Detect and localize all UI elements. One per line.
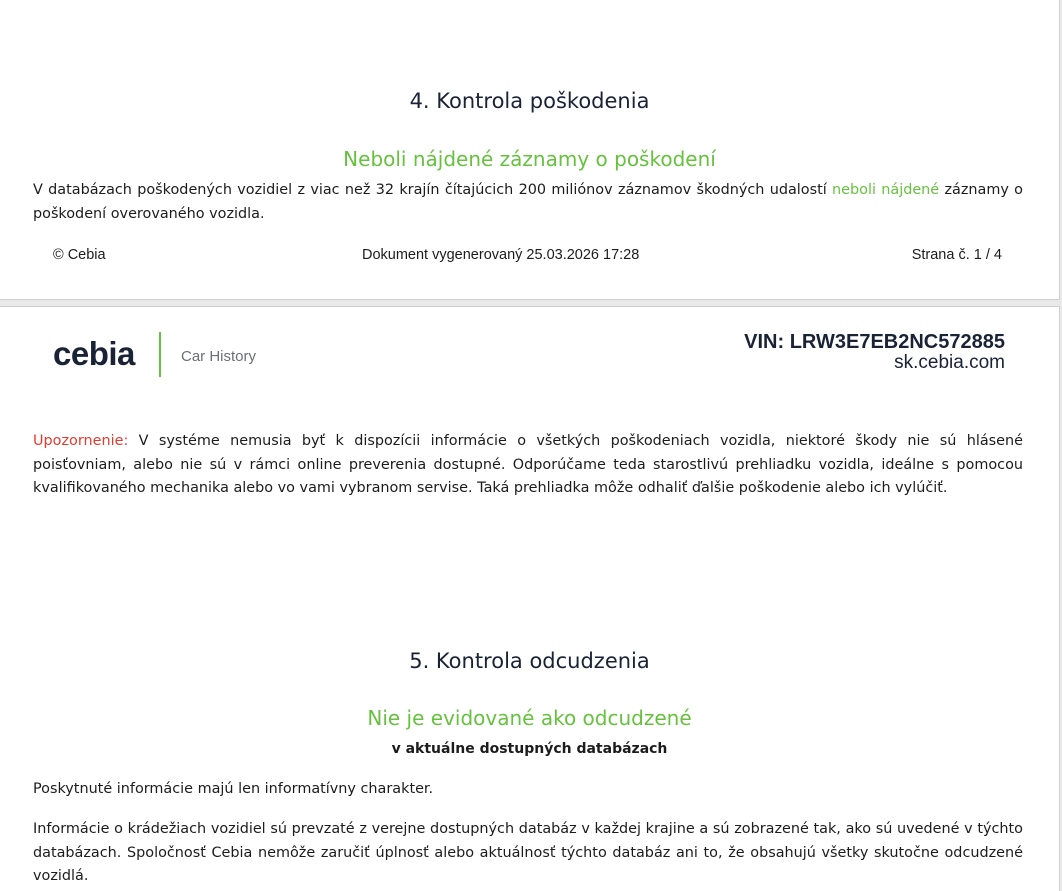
product-name: Car History <box>181 348 257 365</box>
warning-text: V systéme nemusia byť k dispozícii informácie o všetkých poškodeniach vozidla, niektoré škody nie sú hlásené poisťovniam, alebo nie sú v rámci online preverenia dostupné. Odporúčame teda starostlivú prehliadku vozidla, ideálne s pomocou kvalifikovaného mechanika alebo vo vami vybranom servise. Taká prehliadka môže odhaliť ďalšie poškodenie alebo ich vylúčiť. <box>33 433 1023 496</box>
vin-number: VIN: LRW3E7EB2NC572885 <box>744 331 1005 353</box>
theft-result-title: Nie je evidované ako odcudzené <box>367 706 692 730</box>
damage-description <box>33 179 1023 226</box>
cebia-logo: cebia <box>53 335 135 372</box>
warning-notice <box>33 430 1023 501</box>
damage-result-title: Neboli nájdené záznamy o poškodení <box>343 147 716 171</box>
theft-description: Informácie o krádežiach vozidiel sú prevzaté z verejne dostupných databáz v každej krajine a sú zobrazené tak, ako sú uvedené v týchto databázach. Spoločnosť Cebia nemôže zaručiť úplnosť alebo aktuálnosť týchto databáz ani to, že obsahujú všetky skutočne odcudzené vozidlá. <box>33 821 1023 884</box>
report-page-2 <box>0 306 1060 891</box>
section-title-damage-check: 4. Kontrola poškodenia <box>409 89 650 113</box>
theft-result-subtitle: v aktuálne dostupných databázach <box>391 741 668 757</box>
website-url: sk.cebia.com <box>894 352 1005 373</box>
footer-generated-date: Dokument vygenerovaný 25.03.2026 17:28 <box>362 247 640 263</box>
damage-highlight: neboli nájdené <box>832 182 940 198</box>
damage-text-part: V databázach poškodených vozidiel z viac než 32 krajín čítajúcich 200 miliónov záznamov škodných udalostí <box>33 182 833 198</box>
report-page-1 <box>0 0 1060 300</box>
info-disclaimer: Poskytnuté informácie majú len informatívny charakter. <box>33 781 434 797</box>
section-title-theft-check: 5. Kontrola odcudzenia <box>409 649 650 673</box>
footer-page-number: Strana č. 1 / 4 <box>911 247 1002 263</box>
logo-divider <box>159 332 161 377</box>
footer-copyright: © Cebia <box>53 247 106 263</box>
warning-label: Upozornenie: <box>33 433 129 449</box>
damage-text-part: záznamy o poškodení overovaného vozidla. <box>33 182 1023 222</box>
